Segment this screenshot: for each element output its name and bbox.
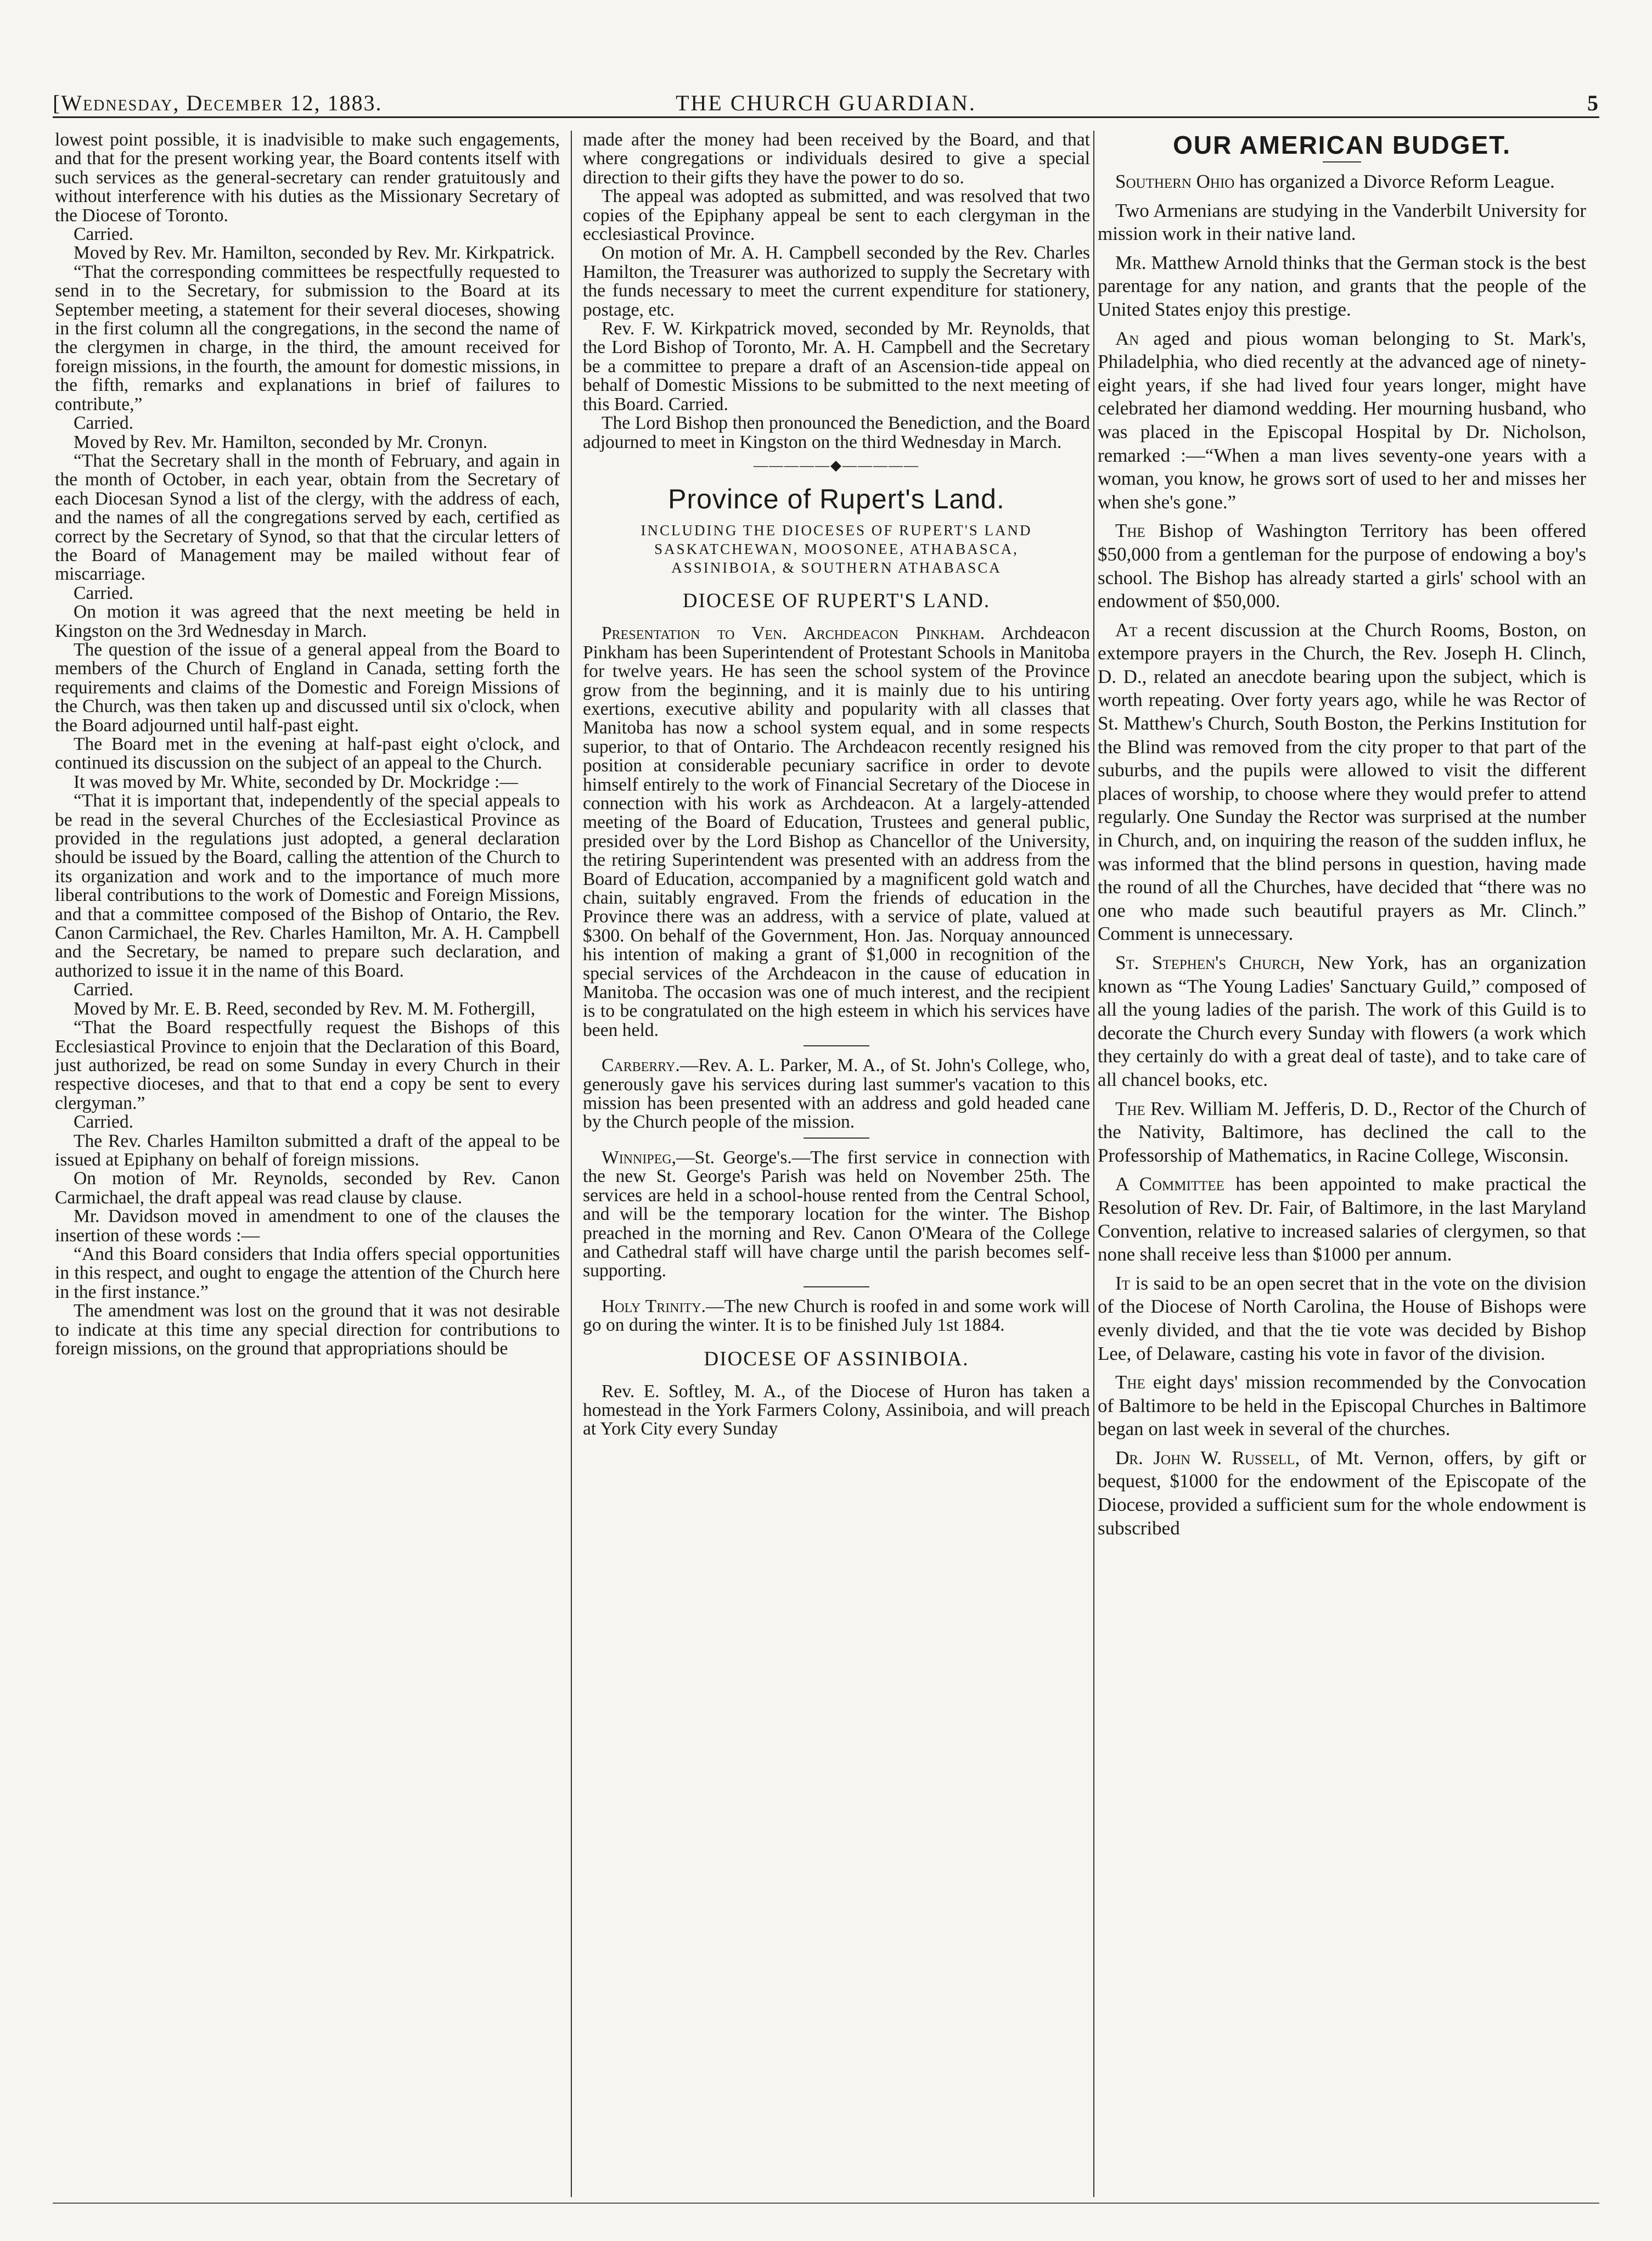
article-item: Rev. E. Softley, M. A., of the Diocese of Huron has taken a homestead in the York Farmers Colony, Assiniboia, and will preach at York City every Sunday xyxy=(583,1381,1090,1439)
paragraph: “And this Board considers that India offers special opportunities in this respect, and ought to engage the attention of the Church here in the first instance.” xyxy=(55,1243,560,1302)
article-item xyxy=(583,1297,1090,1335)
item-text: is said to be an open secret that in the vote on the division of the Diocese of North Carolina, the House of Bishops were evenly divided, and that the tie vote was decided by Bishop Lee, of Delaware, casting his vote in favor of the division. xyxy=(1098,1272,1586,1364)
paragraph: On motion it was agreed that the next meeting be held in Kingston on the 3rd Wednesday in March. xyxy=(55,602,560,641)
item-text: Matthew Arnold thinks that the German stock is the best parentage for any nation, and grants that the people of the United States enjoy this prestige. xyxy=(1098,251,1586,320)
divider xyxy=(803,1045,869,1046)
page-number: 5 xyxy=(1587,91,1599,115)
item-text: a recent discussion at the Church Rooms, Boston, on extempore prayers in the Church, the Rev. Joseph H. Clinch, D. D., related an anecdote bearing upon the subject, which is worth repeating. Over forty years ago, while he was Rector of St. Matthew's Church, South Boston, the Perkins Institution for the Blind was removed from the city proper to that part of the suburbs, and the pupils were allowed to visit the different places of worship, to choose where they would prefer to attend regularly. One Sunday the Rector was surprised at the number in Church, and, on inquiring the reason of the sudden influx, he was informed that the blind persons in question, having made the round of all the Churches, have decided that “there was no one who made such beautiful prayers as Mr. Clinch.” Comment is unnecessary. xyxy=(1098,619,1586,945)
article-item xyxy=(583,1056,1090,1132)
divider xyxy=(803,1138,869,1139)
budget-item xyxy=(1098,199,1586,246)
article-item xyxy=(583,1148,1090,1281)
paragraph: Mr. Davidson moved in amendment to one of the clauses the insertion of these words :— xyxy=(55,1206,560,1246)
newspaper-title: THE CHURCH GUARDIAN. xyxy=(676,91,976,115)
section-heading: OUR AMERICAN BUDGET. xyxy=(1173,131,1511,159)
paragraph: The Lord Bishop then pronounced the Benediction, and the Board adjourned to meet in Kingston on the third Wednesday in March. xyxy=(583,413,1090,452)
section-subheading: INCLUDING THE DIOCESES OF RUPERT'S LAND xyxy=(640,522,1032,539)
column-3 xyxy=(1098,131,1586,1545)
budget-item xyxy=(1098,1371,1586,1441)
section-subheading: SASKATCHEWAN, MOOSONEE, ATHABASCA, xyxy=(654,541,1019,558)
item-text: aged and pious woman belonging to St. Mark's, Philadelphia, who died recently at the advanced age of ninety-eight years, if she had lived four years longer, might have celebrated her diamond wedding. Her mourning husband, who was placed in the Episcopal Hospital by Dr. Nicholson, remarked :—“When a man lives seventy-one years with a woman, you know, he grows sort of used to her and misses her when she's gone.” xyxy=(1098,327,1586,513)
paragraph: Carried. xyxy=(74,979,134,1000)
budget-item xyxy=(1098,619,1586,946)
article-text: —Rev. A. L. Parker, M. A., of St. John's College, who, generously gave his services during last summer's vacation to this mission has been presented with an address and gold headed cane by the Church people of the mission. xyxy=(583,1055,1090,1133)
paragraph: Moved by Rev. Mr. Hamilton, seconded by Mr. Cronyn. xyxy=(74,432,488,452)
paragraph: It was moved by Mr. White, seconded by Dr. Mockridge :— xyxy=(74,771,518,792)
article-text: —The new Church is roofed in and some work will go on during the winter. It is to be finished July 1st 1884. xyxy=(583,1296,1090,1336)
item-text: New York, has an organization known as “The Young Ladies' Sanctuary Guild,” composed of all the young ladies of the parish. The work of this Guild is to decorate the Church every Sunday with flowers (a work which they certainly do with a great deal of taste), and to take care of all chancel books, etc. xyxy=(1098,952,1586,1090)
paragraph: The amendment was lost on the ground that it was not desirable to indicate at this time any special direction for contributions to foreign missions, on the ground that appropriations should be xyxy=(55,1301,560,1359)
paragraph: “That the corresponding committees be respectfully requested to send in to the Secretary, for submission to the Board at its September meeting, a statement for their several dioceses, showing in the first column all the congregations, in the second the name of the clergymen in charge, in the third, the amount received for foreign missions, in the fourth, the amount for domestic missions, in the fifth, remarks and explanations in brief of failures to contribute,” xyxy=(55,261,560,414)
section-heading: Province of Rupert's Land. xyxy=(668,484,1005,515)
item-lead: The xyxy=(1115,1371,1145,1393)
divider xyxy=(803,1286,869,1287)
item-lead: Southern Ohio xyxy=(1115,171,1235,192)
item-lead: An xyxy=(1115,327,1139,349)
item-lead: At xyxy=(1115,619,1138,641)
article-lead: Presentation to Ven. Archdeacon Pinkham. xyxy=(602,623,985,644)
column-2 xyxy=(583,131,1090,1439)
paragraph: “That it is important that, independently of the special appeals to be read in the several Churches of the Ecclesiastical Province as provided in the regulations just adopted, a general declaration should be issued by the Board, calling the attention of the Church to its organization and work and to the importance of much more liberal contributions to the work of Domestic and Foreign Missions, and that a committee composed of the Bishop of Ontario, the Rev. Canon Carmichael, the Rev. Charles Hamilton, Mr. A. H. Campbell and the Secretary, be named to prepare such declaration, and authorized to issue it in the name of this Board. xyxy=(55,791,560,981)
paragraph: made after the money had been received by the Board, and that where congregations or individuals desired to give a special direction to their gifts they have the power to do so. xyxy=(583,130,1090,188)
paragraph: “That the Board respectfully request the Bishops of this Ecclesiastical Province to enjoin that the Declaration of this Board, just authorized, be read on some Sunday in every Church in their respective dioceses, and that to that end a copy be sent to every clergyman.” xyxy=(55,1017,560,1113)
paragraph: The appeal was adopted as submitted, and was resolved that two copies of the Epiphany appeal be sent to each clergyman in the ecclesiastical Province. xyxy=(583,186,1090,245)
budget-item xyxy=(1098,1447,1586,1540)
article-text: —St. George's.—The first service in connection with the new St. George's Parish was held on November 25th. The services are held in a school-house rented from the Central School, and will be the temporary location for the winter. The Bishop preached in the morning and Rev. Canon O'Meara of the College and Cathedral staff will have charge until the parish becomes self-supporting. xyxy=(583,1147,1090,1281)
item-lead: Mr. xyxy=(1115,251,1147,273)
budget-item xyxy=(1098,951,1586,1092)
paragraph: Moved by Mr. E. B. Reed, seconded by Rev. M. M. Fothergill, xyxy=(74,998,536,1019)
paragraph: The Rev. Charles Hamilton submitted a draft of the appeal to be issued at Epiphany on behalf of foreign missions. xyxy=(55,1130,560,1170)
budget-item xyxy=(1098,519,1586,613)
paragraph: Carried. xyxy=(74,582,134,603)
item-text: Two Armenians are studying in the Vanderbilt University for mission work in their native land. xyxy=(1098,199,1586,245)
article-item xyxy=(583,624,1090,1040)
item-lead: Dr. John W. Russell, xyxy=(1115,1447,1300,1469)
paragraph: On motion of Mr. A. H. Campbell seconded by the Rev. Charles Hamilton, the Treasurer was authorized to supply the Secretary with the funds necessary to meet the current expenditure for stationery, postage, etc. xyxy=(583,243,1090,320)
budget-item xyxy=(1098,1173,1586,1266)
item-text: Rev. William M. Jefferis, D. D., Rector of the Church of the Nativity, Baltimore, has declined the call to the Professorship of Mathematics, in Racine College, Wisconsin. xyxy=(1098,1097,1586,1166)
item-lead: The xyxy=(1115,520,1145,542)
budget-item xyxy=(1098,251,1586,322)
item-text: Bishop of Washington Territory has been offered $50,000 from a gentleman for the purpose of endowing a boy's school. The Bishop has already started a girls' school with an endowment of $50,000. xyxy=(1098,520,1586,612)
column-divider xyxy=(1093,131,1094,2197)
article-lead: Carberry. xyxy=(602,1055,680,1076)
paragraph: On motion of Mr. Reynolds, seconded by Rev. Canon Carmichael, the draft appeal was read clause by clause. xyxy=(55,1168,560,1208)
column-divider xyxy=(571,131,572,2197)
masthead-rule xyxy=(53,116,1599,118)
item-text: has been appointed to make practical the Resolution of Rev. Dr. Fair, of Baltimore, in the last Maryland Convention, relative to increased salaries of clergymen, so that none shall receive less than $1000 per annum. xyxy=(1098,1173,1586,1265)
issue-date: [Wednesday, December 12, 1883. xyxy=(53,91,383,115)
item-lead: St. Stephen's Church, xyxy=(1115,952,1305,973)
diocese-heading: DIOCESE OF ASSINIBOIA. xyxy=(704,1347,969,1370)
article-text: Archdeacon Pinkham has been Superintendent of Protestant Schools in Manitoba for twelve years. He has seen the school system of the Province grow from the beginning, and it is mainly due to his untiring exertions, executive ability and popularity with all classes that Manitoba has now a school system equal, and in some respects superior, to that of Ontario. The Archdeacon recently resigned his position at considerable pecuniary sacrifice in order to devote himself entirely to the work of Financial Secretary of the Diocese in connection with his work as Archdeacon. At a largely-attended meeting of the Board of Education, Trustees and general public, presided over by the Lord Bishop as Chancellor of the University, the retiring Superintendent was presented with an address from the Board of Education, accompanied by a magnificent gold watch and chain, suitably engraved. From the friends of education in the Province there was an address, with a service of plate, valued at $300. On behalf of the Government, Hon. Jas. Norquay announced his intention of making a grant of $1,000 in recognition of the special services of the Archdeacon in the cause of education in Manitoba. The occasion was one of much interest, and the recipient is to be congratulated on the high esteem in which his services have been held. xyxy=(583,623,1091,1040)
budget-item xyxy=(1098,1272,1586,1365)
paragraph: Moved by Rev. Mr. Hamilton, seconded by Rev. Mr. Kirkpatrick. xyxy=(74,243,555,264)
item-lead: A Committee xyxy=(1115,1173,1224,1195)
paragraph: Carried. xyxy=(74,1112,134,1133)
section-subheading: ASSINIBOIA, & SOUTHERN ATHABASCA xyxy=(671,559,1002,576)
paragraph: The question of the issue of a general appeal from the Board to members of the Church of England in Canada, setting forth the requirements and claims of the Domestic and Foreign Missions of the Church, was then taken up and discussed until six o'clock, when the Board adjourned until half-past eight. xyxy=(55,639,560,736)
item-text: has organized a Divorce Reform League. xyxy=(1234,171,1555,192)
page-bottom-rule xyxy=(53,2203,1599,2204)
item-text: eight days' mission recommended by the Convocation of Baltimore to be held in the Episcopal Churches in Baltimore began on last week in several of the churches. xyxy=(1098,1371,1586,1440)
ornamental-rule: —————◆————— xyxy=(754,457,919,473)
budget-item xyxy=(1098,327,1586,514)
article-lead: Holy Trinity. xyxy=(602,1296,706,1316)
paragraph: lowest point possible, it is inadvisible to make such engagements, and that for the present working year, the Board contents itself with such services as the general-secretary can render gratuitously and without interference with his duties as the Missionary Secretary of the Diocese of Toronto. xyxy=(55,130,560,226)
budget-item xyxy=(1098,170,1586,194)
item-lead: It xyxy=(1115,1272,1130,1294)
paragraph: The Board met in the evening at half-past eight o'clock, and continued its discussion on the subject of an appeal to the Church. xyxy=(55,734,560,774)
article-lead: Winnipeg, xyxy=(602,1147,677,1168)
diocese-heading: DIOCESE OF RUPERT'S LAND. xyxy=(682,590,991,613)
paragraph: “That the Secretary shall in the month of February, and again in the month of October, in each year, obtain from the Secretary of each Diocesan Synod a list of the clergy, with the address of each, and the names of all the congregations served by each, certified as correct by the Secretary of Synod, so that that the circular letters of the Board of Management may be mailed without fear of miscarriage. xyxy=(55,450,560,585)
masthead xyxy=(53,90,1599,115)
paragraph: Carried. xyxy=(74,413,134,434)
paragraph: Carried. xyxy=(74,224,134,245)
item-lead: The xyxy=(1115,1097,1145,1119)
divider xyxy=(1323,161,1361,163)
paragraph: Rev. F. W. Kirkpatrick moved, seconded by Mr. Reynolds, that the Lord Bishop of Toronto, Mr. A. H. Campbell and the Secretary be a committee to prepare a draft of an Ascension-tide appeal on behalf of Domestic Missions to be submitted to the next meeting of this Board. Carried. xyxy=(583,318,1090,414)
column-1 xyxy=(55,131,560,1358)
budget-item xyxy=(1098,1097,1586,1168)
item-text: of Mt. Vernon, offers, by gift or bequest, $1000 for the endowment of the Episcopate of the Diocese, provided a sufficient sum for the whole endowment is subscribed xyxy=(1098,1447,1586,1539)
